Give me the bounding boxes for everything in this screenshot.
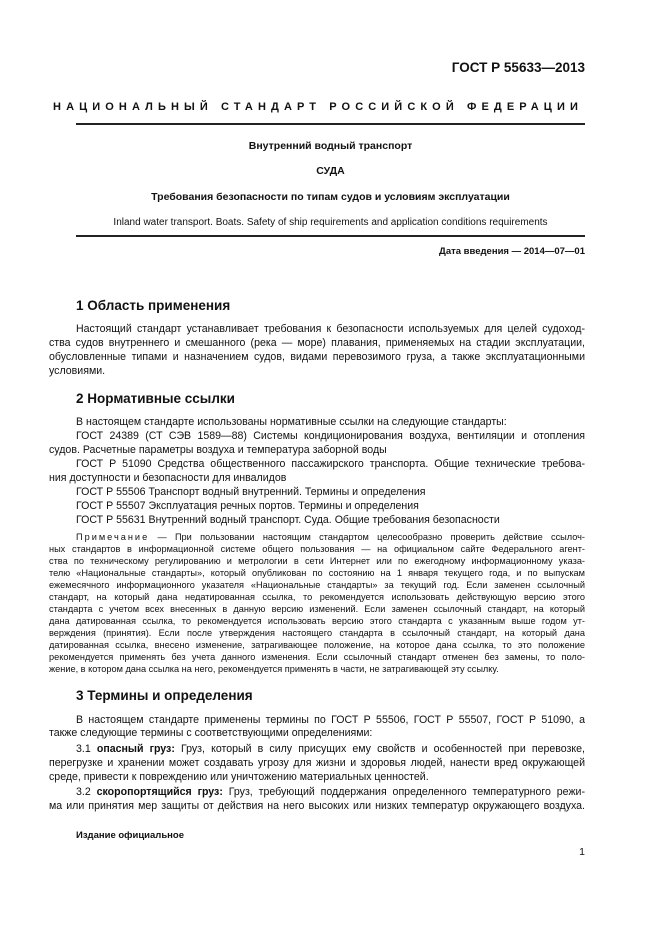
title-english: Inland water transport. Boats. Safety of ship requirements and application conditions requirements bbox=[113, 217, 548, 228]
term-2-line-1 bbox=[76, 786, 585, 799]
note-line-3: ства по техническому регулированию и метрологии в сети Интернет или по ежегодному информационному указа- bbox=[49, 556, 585, 566]
note-line-12: жение, в котором дана ссылка на него, рекомендуется применять в части, не затрагивающей эту ссылку. bbox=[49, 664, 499, 674]
section-2-line-5: ния доступности и безопасности для инвалидов bbox=[49, 472, 287, 484]
section-2-heading: 2 Нормативные ссылки bbox=[76, 391, 235, 406]
term-2-number: 3.2 bbox=[76, 786, 97, 798]
title-line-1: Внутренний водный транспорт bbox=[248, 140, 413, 152]
term-1-name: опасный груз: bbox=[96, 743, 175, 755]
section-2-line-1: В настоящем стандарте использованы нормативные ссылки на следующие стандарты: bbox=[76, 416, 507, 428]
term-2-text-1: Груз, требующий поддержания определенного температурного режи- bbox=[222, 786, 585, 798]
section-3-intro-line-1: В настоящем стандарте применены термины по ГОСТ Р 55506, ГОСТ Р 55507, ГОСТ Р 51090, а bbox=[76, 714, 585, 726]
section-2-line-2: ГОСТ 24389 (СТ СЭВ 1589—88) Системы кондиционирования воздуха, вентиляции и отопления bbox=[76, 430, 585, 442]
title-line-2: СУДА bbox=[316, 165, 345, 177]
section-2-line-4: ГОСТ Р 51090 Средства общественного пассажирского транспорта. Общие технические требова- bbox=[76, 458, 585, 470]
title-line-3: Требования безопасности по типам судов и условиям эксплуатации bbox=[151, 191, 510, 203]
section-1-para-line-1: Настоящий стандарт устанавливает требования к безопасности используемых для целей судоход- bbox=[76, 323, 585, 335]
section-1-para-line-4: условиями. bbox=[49, 365, 106, 377]
section-2-line-3: судов. Расчетные параметры воздуха и температура заборной воды bbox=[49, 444, 387, 456]
note-line-8: дана датированная ссылка, то рекомендуется использовать версию этого стандарта с указанным выше годом ут- bbox=[49, 616, 585, 626]
note-line-4: телю «Национальные стандарты», который опубликован по состоянию на 1 января текущего года, и по выпускам bbox=[49, 568, 585, 578]
note-line-9: верждения (принятия). Если после утверждения настоящего стандарта в ссылочный стандарт, на который дана bbox=[49, 628, 585, 638]
section-2-line-7: ГОСТ Р 55507 Эксплуатация речных портов. Термины и определения bbox=[76, 500, 419, 512]
term-2-line-2: ма или принятия мер защиты от действия на него высоких или низких температур окружающего воздуха. bbox=[49, 800, 585, 812]
term-1-line-2: перегрузке и хранении может создавать угрозу для жизни и здоровья людей, нанести вред окружающей bbox=[49, 757, 585, 769]
section-2-line-8: ГОСТ Р 55631 Внутренний водный транспорт. Суда. Общие требования безопасности bbox=[76, 514, 500, 526]
section-3-intro-line-2: также следующие термины с соответствующими определениями: bbox=[49, 727, 373, 739]
section-1-para-line-3: обусловленные типами и назначением судов, видами перевозимого груза, а также эксплуатационными bbox=[49, 351, 585, 363]
note-line-7: стандарта с учетом всех внесенных в данную версию изменений. Если заменен ссылочный стандарт, на который bbox=[49, 604, 585, 614]
note-line-5: ежемесячного информационного указателя «Национальные стандарты» за текущий год. Если заменен ссылочный bbox=[49, 580, 585, 590]
term-1-number: 3.1 bbox=[76, 743, 97, 755]
note-line-1 bbox=[76, 531, 585, 543]
note-text-1: — При пользовании настоящим стандартом целесообразно проверить действие ссылоч- bbox=[149, 532, 585, 542]
note-line-2: ных стандартов в информационной системе общего пользования — на официальном сайте Федерального агент- bbox=[49, 544, 585, 554]
note-line-11: рекомендуется применять без учета данного изменения. Если ссылочный стандарт отменен без замены, то поло- bbox=[49, 652, 585, 662]
standard-number: ГОСТ Р 55633—2013 bbox=[451, 60, 585, 75]
section-1-heading: 1 Область применения bbox=[76, 298, 231, 313]
term-1-line-1 bbox=[76, 743, 585, 756]
title-rule bbox=[76, 235, 585, 237]
term-1-text-1: Груз, который в силу присущих ему свойств и особенностей при перевозке, bbox=[174, 743, 585, 755]
page-number: 1 bbox=[579, 846, 585, 858]
section-2-line-6: ГОСТ Р 55506 Транспорт водный внутренний. Термины и определения bbox=[76, 486, 426, 498]
note-line-6: стандарт, на который дана недатированная ссылка, то рекомендуется использовать действующую версию этого bbox=[49, 592, 585, 602]
section-1-para-line-2: ства судов внутреннего и смешанного (река — море) плавания, применяемых на стадии эксплуатации, bbox=[49, 337, 585, 349]
section-3-heading: 3 Термины и определения bbox=[76, 688, 253, 703]
note-line-10: датированная ссылка, внесено изменение, затрагивающее положение, на которое дана ссылка, то это положение bbox=[49, 640, 585, 650]
edition-label: Издание официальное bbox=[76, 830, 184, 841]
intro-date: Дата введения — 2014—07—01 bbox=[439, 246, 585, 257]
top-rule bbox=[76, 123, 585, 125]
term-2-name: скоропортящийся груз: bbox=[96, 786, 223, 798]
term-1-line-3: среде, привести к повреждению или уничтожению материальных ценностей. bbox=[49, 771, 429, 783]
note-label: Примечание bbox=[76, 532, 150, 542]
national-standard-title: НАЦИОНАЛЬНЫЙ СТАНДАРТ РОССИЙСКОЙ ФЕДЕРАЦИИ bbox=[53, 101, 583, 113]
